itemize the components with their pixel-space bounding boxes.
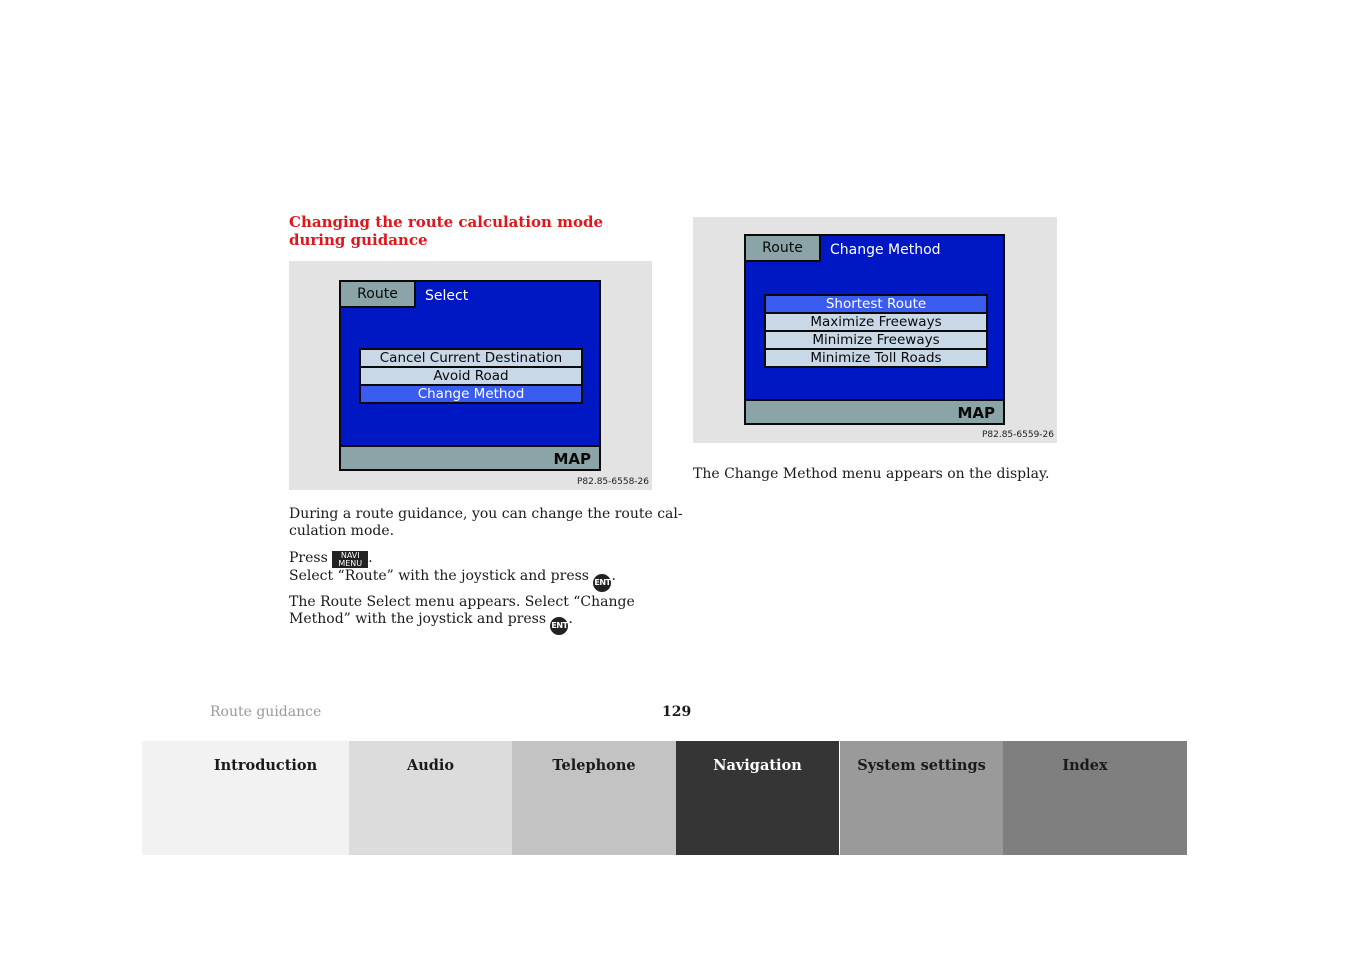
navi-menu-key-icon: NAVI MENU bbox=[332, 551, 368, 568]
route-select-paragraph: The Route Select menu appears. Select “Change Method” with the joystick and press ENT. bbox=[289, 594, 635, 635]
ent-key-icon: ENT bbox=[550, 617, 568, 635]
nav-screen bbox=[339, 280, 601, 471]
route-tab: Route bbox=[341, 282, 416, 308]
figure-change-method bbox=[693, 217, 1057, 443]
map-label: MAP bbox=[553, 450, 591, 468]
tab-index[interactable]: Index bbox=[1003, 741, 1187, 855]
tab-introduction[interactable]: Introduction bbox=[142, 741, 349, 855]
screen-title: Change Method bbox=[830, 242, 941, 258]
tab-navigation[interactable]: Navigation bbox=[676, 741, 839, 855]
nav-screen bbox=[744, 234, 1005, 425]
footer-section-name: Route guidance bbox=[210, 704, 322, 720]
figure-route-select bbox=[289, 261, 652, 490]
map-bar bbox=[341, 445, 599, 469]
tab-system-settings[interactable]: System settings bbox=[840, 741, 1003, 855]
chapter-nav bbox=[142, 741, 1187, 855]
screen-title: Select bbox=[425, 288, 469, 304]
heading-line-1: Changing the route calculation mode bbox=[289, 213, 604, 231]
map-bar bbox=[746, 399, 1003, 423]
menu-item-shortest-route: Shortest Route bbox=[766, 296, 986, 312]
ent-key-icon: ENT bbox=[593, 574, 611, 592]
menu-item-maximize-freeways: Maximize Freeways bbox=[766, 314, 986, 330]
intro-paragraph: During a route guidance, you can change the route cal- culation mode. bbox=[289, 506, 683, 539]
menu-item-minimize-toll-roads: Minimize Toll Roads bbox=[766, 350, 986, 366]
route-tab: Route bbox=[746, 236, 821, 262]
change-method-paragraph: The Change Method menu appears on the display. bbox=[693, 466, 1050, 482]
menu-item-minimize-freeways: Minimize Freeways bbox=[766, 332, 986, 348]
map-label: MAP bbox=[957, 404, 995, 422]
tab-audio[interactable]: Audio bbox=[349, 741, 512, 855]
menu-item-avoid-road: Avoid Road bbox=[361, 368, 581, 384]
method-menu bbox=[764, 294, 988, 368]
figure-id: P82.85-6558-26 bbox=[576, 477, 649, 487]
menu-item-cancel-destination: Cancel Current Destination bbox=[361, 350, 581, 366]
heading-line-2: during guidance bbox=[289, 231, 428, 249]
instruction-paragraph: Press NAVI MENU . Select “Route” with the joystick and press ENT. bbox=[289, 550, 616, 592]
section-heading bbox=[289, 213, 629, 249]
figure-id: P82.85-6559-26 bbox=[981, 430, 1054, 440]
route-menu bbox=[359, 348, 583, 404]
menu-item-change-method: Change Method bbox=[361, 386, 581, 402]
page-number: 129 bbox=[662, 704, 692, 720]
tab-telephone[interactable]: Telephone bbox=[512, 741, 676, 855]
